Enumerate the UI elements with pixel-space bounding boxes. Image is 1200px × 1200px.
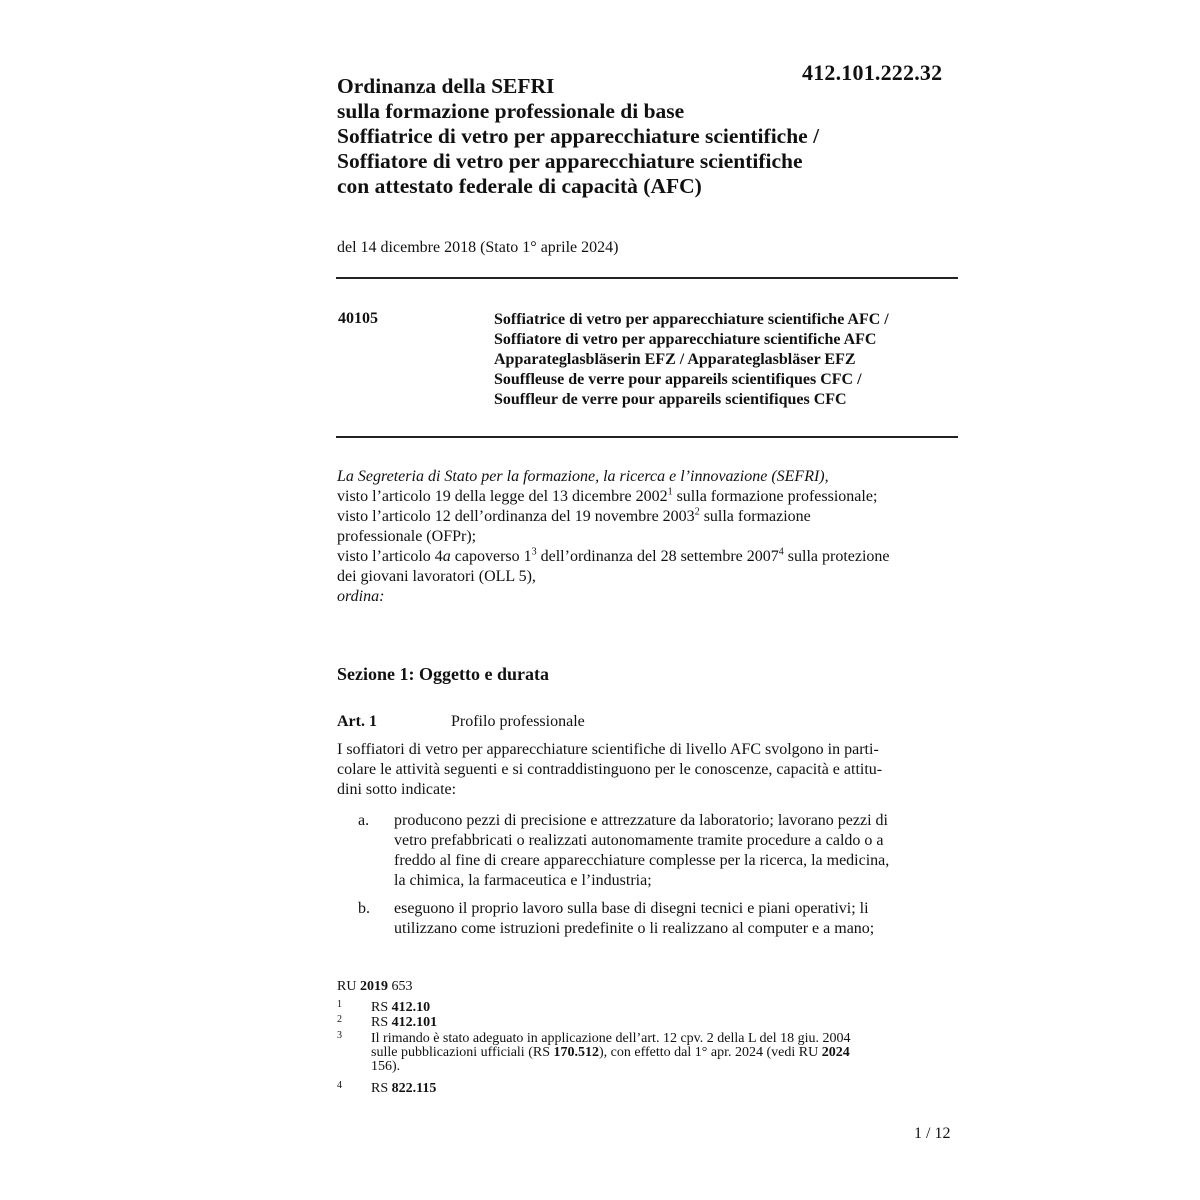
document-title <box>337 74 957 199</box>
footnote-3 <box>337 1032 957 1076</box>
title-line: con attestato federale di capacità (AFC) <box>337 174 702 198</box>
footnote-ref-4[interactable]: 4 <box>778 546 784 558</box>
preamble-text-italic: a <box>442 548 451 565</box>
list-item-text <box>394 811 959 891</box>
footnote-bold: 822.115 <box>391 1081 437 1096</box>
footnote-4 <box>337 1082 957 1096</box>
list-line: freddo al fine di creare apparecchiature complesse per la ricerca, la medicina, <box>394 852 890 869</box>
footnote-text: RS <box>371 1015 392 1030</box>
preamble-line <box>337 487 977 507</box>
list-line: utilizzano come istruzioni predefinite o li realizzano al computer e a mano; <box>394 920 875 937</box>
preamble-text: capoverso 1 <box>450 548 532 565</box>
preamble-line <box>337 547 977 567</box>
footnote-text: ), con effetto dal 1° apr. 2024 (vedi RU <box>599 1045 822 1060</box>
preamble-text: sulla protezione <box>783 548 890 565</box>
divider-bottom <box>336 436 958 438</box>
ru-page: 653 <box>387 979 413 994</box>
footnote-ref-3[interactable]: 3 <box>531 546 537 558</box>
document-date: del 14 dicembre 2018 (Stato 1° aprile 2024) <box>337 239 619 256</box>
list-line: vetro prefabbricati o realizzati autonomamente tramite procedure a caldo o a <box>394 832 884 849</box>
section-heading: Sezione 1: Oggetto e durata <box>337 664 549 684</box>
title-line: Soffiatrice di vetro per apparecchiature scientifiche / <box>337 124 820 148</box>
document-number: 412.101.222.32 <box>802 60 943 85</box>
preamble-text: visto l’articolo 19 della legge del 13 dicembre 2002 <box>337 488 668 505</box>
list-item-a <box>337 811 959 891</box>
list-line: eseguono il proprio lavoro sulla base di disegni tecnici e piani operativi; li <box>394 900 869 917</box>
list-line: la chimica, la farmaceutica e l’industria; <box>394 872 652 889</box>
article-body <box>337 740 957 800</box>
footnote-number: 2 <box>337 1014 342 1025</box>
list-item-text <box>394 899 959 939</box>
profession-name: Souffleur de verre pour appareils scientifiques CFC <box>494 391 847 408</box>
official-collection-ref <box>337 979 412 995</box>
preamble-text: sulla formazione <box>699 508 811 525</box>
body-line: dini sotto indicate: <box>337 781 457 798</box>
footnote-ref-2[interactable]: 2 <box>694 506 700 518</box>
footnote-1 <box>337 1001 957 1015</box>
preamble-line <box>337 507 977 527</box>
profession-name: Souffleuse de verre pour appareils scientifiques CFC / <box>494 371 862 388</box>
footnote-text: RS <box>371 1081 392 1096</box>
profession-code: 40105 <box>338 310 378 327</box>
footnote-ref-1[interactable]: 1 <box>667 486 673 498</box>
title-line: Ordinanza della SEFRI <box>337 74 555 98</box>
footnote-line: 156). <box>371 1059 401 1074</box>
profession-name: Apparateglasbläserin EFZ / Apparateglasbläser EFZ <box>494 351 856 368</box>
preamble <box>337 467 977 607</box>
footnote-text: sulle pubblicazioni ufficiali (RS <box>371 1045 554 1060</box>
footnote-2 <box>337 1016 957 1030</box>
footnote-bold: 412.101 <box>391 1015 438 1030</box>
ru-year: 2019 <box>359 979 388 994</box>
article-title: Profilo professionale <box>451 713 585 730</box>
ru-prefix: RU <box>337 979 360 994</box>
list-marker: b. <box>358 900 370 917</box>
page-number: 1 / 12 <box>914 1125 951 1142</box>
footnote-line <box>371 1046 961 1060</box>
preamble-text: sulla formazione professionale; <box>672 488 878 505</box>
footnote-number: 3 <box>337 1030 342 1041</box>
profession-name: Soffiatrice di vetro per apparecchiature scientifiche AFC / <box>494 311 889 328</box>
list-item-b <box>337 899 959 939</box>
article-label: Art. 1 <box>337 713 377 730</box>
preamble-authority: La Segreteria di Stato per la formazione, la ricerca e l’innovazione (SEFRI), <box>337 468 829 485</box>
footnote-number: 4 <box>337 1080 342 1091</box>
preamble-text: dell’ordinanza del 28 settembre 2007 <box>536 548 779 565</box>
footnote-number: 1 <box>337 999 342 1010</box>
divider-top <box>336 277 958 279</box>
list-line: producono pezzi di precisione e attrezzature da laboratorio; lavorano pezzi di <box>394 812 888 829</box>
preamble-line: professionale (OFPr); <box>337 528 477 545</box>
body-line: I soffiatori di vetro per apparecchiature scientifiche di livello AFC svolgono in parti- <box>337 741 879 758</box>
body-line: colare le attività seguenti e si contraddistinguono per le conoscenze, capacità e attitu- <box>337 761 883 778</box>
preamble-line: dei giovani lavoratori (OLL 5), <box>337 568 536 585</box>
footnote-bold: 170.512 <box>553 1045 599 1060</box>
title-line: Soffiatore di vetro per apparecchiature scientifiche <box>337 149 803 173</box>
profession-name: Soffiatore di vetro per apparecchiature scientifiche AFC <box>494 331 877 348</box>
profession-names <box>494 310 889 410</box>
footnote-text: RS <box>371 1000 392 1015</box>
title-line: sulla formazione professionale di base <box>337 99 685 123</box>
footnote-bold: 2024 <box>821 1045 850 1060</box>
preamble-text: visto l’articolo 12 dell’ordinanza del 19 novembre 2003 <box>337 508 695 525</box>
list-marker: a. <box>358 812 370 829</box>
footnote-line: Il rimando è stato adeguato in applicazione dell’art. 12 cpv. 2 della L del 18 giu. 2004 <box>371 1031 851 1046</box>
footnote-bold: 412.10 <box>391 1000 431 1015</box>
preamble-ordina: ordina: <box>337 588 385 605</box>
preamble-text: visto l’articolo 4 <box>337 548 443 565</box>
